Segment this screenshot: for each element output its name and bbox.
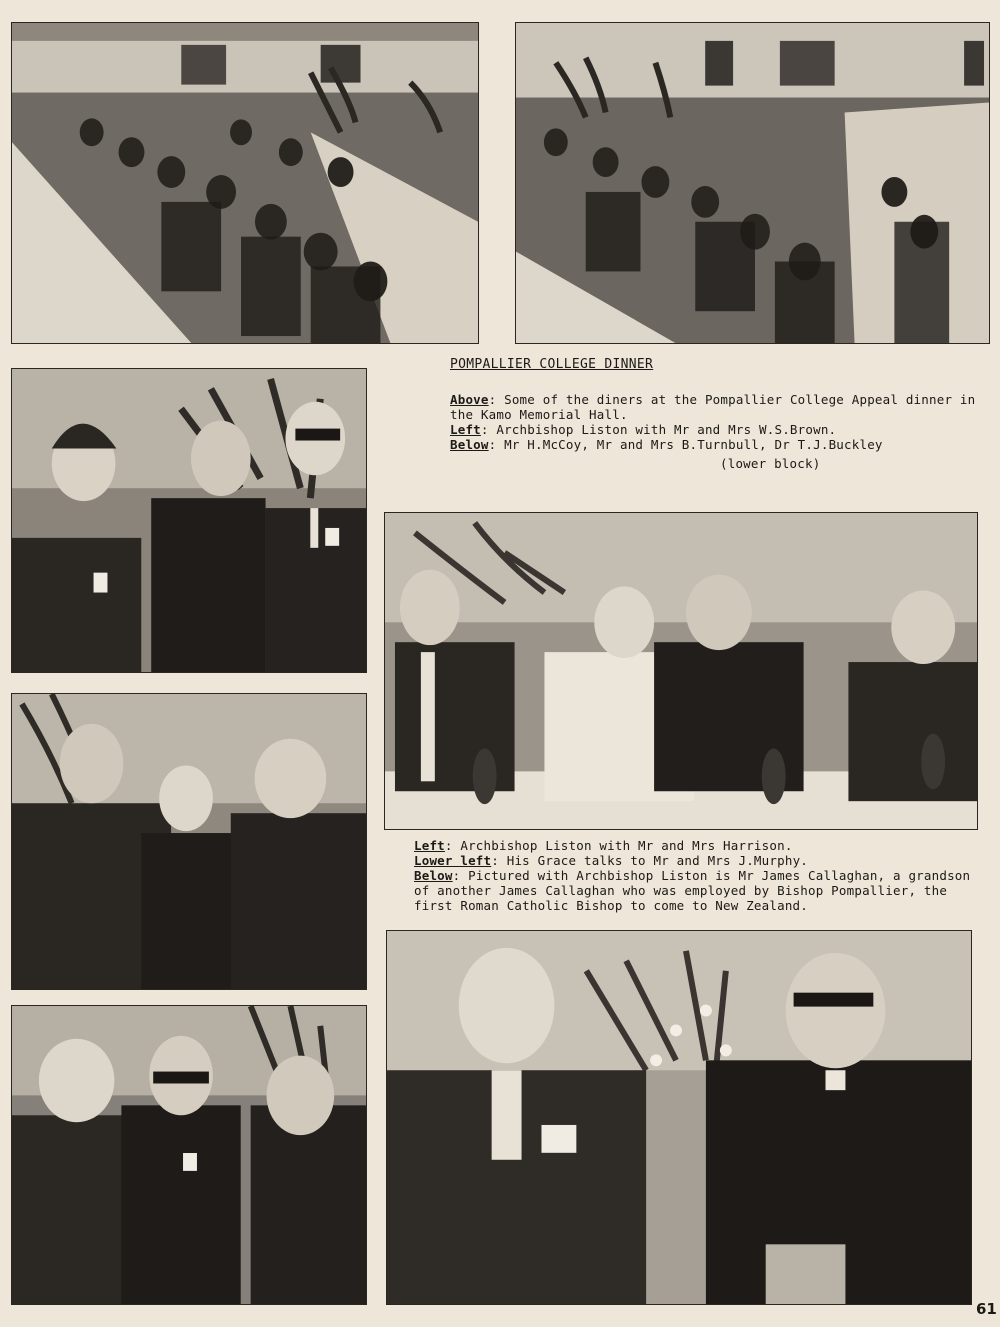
caption-top-below	[450, 437, 980, 452]
caption-text: : Mr H.McCoy, Mr and Mrs B.Turnbull, Dr T.J.Buckley	[488, 437, 883, 452]
caption-label: Lower left	[414, 853, 492, 868]
photo-diners-hall-right	[515, 22, 990, 344]
caption-bottom-left	[414, 838, 979, 853]
caption-note: (lower block)	[720, 456, 821, 471]
photo-diners-hall-left	[11, 22, 479, 344]
caption-bottom-lower-left	[414, 853, 979, 868]
caption-label: Left	[450, 422, 481, 437]
caption-label: Below	[450, 437, 489, 452]
caption-top-above	[450, 392, 980, 422]
photo-archbishop-with-callaghan	[386, 930, 972, 1305]
caption-text: : Archbishop Liston with Mr and Mrs W.S.Brown.	[480, 422, 837, 437]
caption-label: Below	[414, 868, 453, 883]
caption-label: Above	[450, 392, 489, 407]
caption-top	[450, 392, 980, 471]
photo-mccoy-turnbull-buckley	[384, 512, 978, 830]
caption-bottom	[414, 838, 979, 913]
caption-bottom-below	[414, 868, 979, 913]
caption-top-note	[450, 456, 980, 471]
photo-archbishop-with-browns	[11, 368, 367, 673]
page-number: 61	[976, 1300, 997, 1318]
caption-text: : His Grace talks to Mr and Mrs J.Murphy.	[491, 853, 809, 868]
article-title: POMPALLIER COLLEGE DINNER	[450, 357, 654, 372]
caption-top-left	[450, 422, 980, 437]
photo-archbishop-with-harrisons	[11, 693, 367, 990]
photo-his-grace-with-murphys	[11, 1005, 367, 1305]
caption-text: : Pictured with Archbishop Liston is Mr James Callaghan, a grandson of another James Callaghan who was employed by Bishop Pompallier, the first Roman Catholic Bishop to come to New Zealand.	[414, 868, 971, 913]
caption-label: Left	[414, 838, 445, 853]
caption-text: : Archbishop Liston with Mr and Mrs Harrison.	[444, 838, 793, 853]
caption-text: : Some of the diners at the Pompallier College Appeal dinner in the Kamo Memorial Hall.	[450, 392, 976, 422]
